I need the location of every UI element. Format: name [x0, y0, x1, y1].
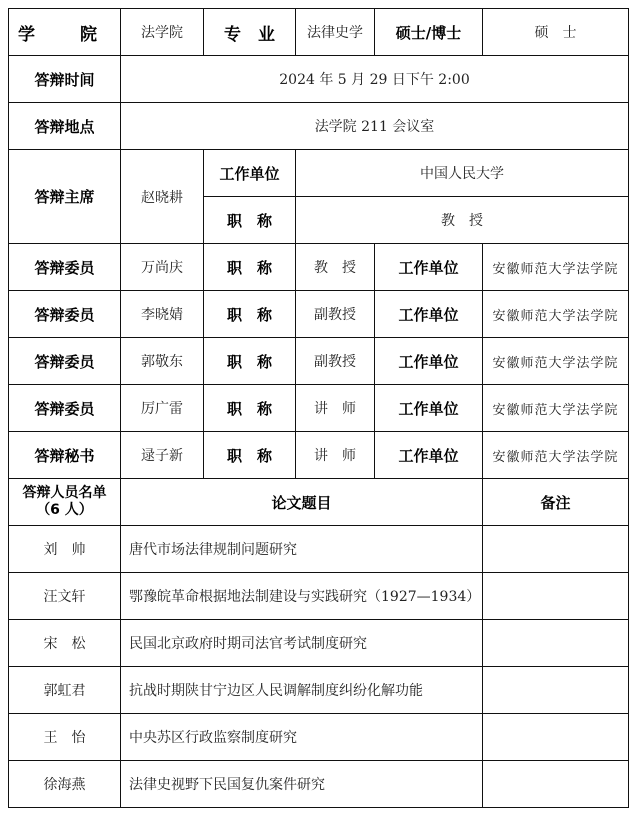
- chair-title-label: 职 称: [204, 197, 296, 244]
- student-row: [9, 526, 629, 573]
- chair-label: 答辩主席: [9, 150, 121, 244]
- student-row: [9, 667, 629, 714]
- committee-name: 李晓婧: [121, 291, 204, 338]
- student-row: [9, 573, 629, 620]
- chair-unit-label: 工作单位: [204, 150, 296, 197]
- committee-title: 教 授: [296, 244, 375, 291]
- student-note: [483, 761, 629, 808]
- student-thesis: 鄂豫皖革命根据地法制建设与实践研究（1927—1934）: [121, 573, 483, 620]
- chair-row: [9, 150, 629, 197]
- defense-place-row: [9, 103, 629, 150]
- chair-title-value: 教 授: [296, 197, 629, 244]
- student-name: 徐海燕: [9, 761, 121, 808]
- thesis-header: 论文题目: [121, 479, 483, 526]
- student-thesis: 抗战时期陕甘宁边区人民调解制度纠纷化解功能: [121, 667, 483, 714]
- names-header-label: 答辩人员名单: [22, 485, 107, 501]
- defense-place-label: 答辩地点: [9, 103, 121, 150]
- student-row: [9, 761, 629, 808]
- student-note: [483, 526, 629, 573]
- committee-title-label: 职 称: [204, 432, 296, 479]
- committee-title-label: 职 称: [204, 291, 296, 338]
- student-row: [9, 714, 629, 761]
- college-value: 法学院: [121, 9, 204, 56]
- committee-unit: 安徽师范大学法学院: [483, 385, 629, 432]
- committee-title: 副教授: [296, 291, 375, 338]
- committee-title: 讲 师: [296, 385, 375, 432]
- note-header: 备注: [483, 479, 629, 526]
- student-name: 郭虹君: [9, 667, 121, 714]
- defense-time-label: 答辩时间: [9, 56, 121, 103]
- header-row: [9, 9, 629, 56]
- student-thesis: 中央苏区行政监察制度研究: [121, 714, 483, 761]
- committee-unit-label: 工作单位: [375, 432, 483, 479]
- defense-time-value: 2024 年 5 月 29 日下午 2:00: [121, 56, 629, 103]
- committee-unit-label: 工作单位: [375, 244, 483, 291]
- chair-name: 赵晓耕: [121, 150, 204, 244]
- names-header: [9, 479, 121, 526]
- committee-role: 答辩委员: [9, 244, 121, 291]
- student-name: 汪文轩: [9, 573, 121, 620]
- committee-title: 副教授: [296, 338, 375, 385]
- committee-row: [9, 338, 629, 385]
- committee-title-label: 职 称: [204, 244, 296, 291]
- committee-unit-label: 工作单位: [375, 338, 483, 385]
- committee-unit: 安徽师范大学法学院: [483, 244, 629, 291]
- committee-role: 答辩委员: [9, 385, 121, 432]
- committee-role: 答辩委员: [9, 338, 121, 385]
- student-note: [483, 714, 629, 761]
- committee-unit-label: 工作单位: [375, 291, 483, 338]
- student-thesis: 法律史视野下民国复仇案件研究: [121, 761, 483, 808]
- committee-role: 答辩委员: [9, 291, 121, 338]
- committee-row: [9, 291, 629, 338]
- defense-place-value: 法学院 211 会议室: [121, 103, 629, 150]
- student-note: [483, 667, 629, 714]
- committee-title: 讲 师: [296, 432, 375, 479]
- chair-unit-value: 中国人民大学: [296, 150, 629, 197]
- committee-row: [9, 244, 629, 291]
- degree-label: 硕士/博士: [375, 9, 483, 56]
- secretary-row: [9, 432, 629, 479]
- committee-name: 逯子新: [121, 432, 204, 479]
- names-header-count: （6 人）: [36, 502, 93, 518]
- student-name: 刘 帅: [9, 526, 121, 573]
- committee-title-label: 职 称: [204, 385, 296, 432]
- committee-name: 厉广雷: [121, 385, 204, 432]
- committee-unit: 安徽师范大学法学院: [483, 291, 629, 338]
- defense-time-row: [9, 56, 629, 103]
- student-thesis: 民国北京政府时期司法官考试制度研究: [121, 620, 483, 667]
- committee-name: 郭敬东: [121, 338, 204, 385]
- committee-unit: 安徽师范大学法学院: [483, 432, 629, 479]
- major-value: 法律史学: [296, 9, 375, 56]
- college-label: 学 院: [9, 9, 121, 56]
- committee-unit: 安徽师范大学法学院: [483, 338, 629, 385]
- committee-unit-label: 工作单位: [375, 385, 483, 432]
- committee-row: [9, 385, 629, 432]
- student-row: [9, 620, 629, 667]
- student-thesis: 唐代市场法律规制问题研究: [121, 526, 483, 573]
- student-name: 王 怡: [9, 714, 121, 761]
- committee-name: 万尚庆: [121, 244, 204, 291]
- committee-title-label: 职 称: [204, 338, 296, 385]
- student-note: [483, 620, 629, 667]
- student-name: 宋 松: [9, 620, 121, 667]
- major-label: 专 业: [204, 9, 296, 56]
- student-list-header-row: [9, 479, 629, 526]
- defense-schedule-table: [8, 8, 629, 808]
- student-note: [483, 573, 629, 620]
- committee-role: 答辩秘书: [9, 432, 121, 479]
- degree-value: 硕 士: [483, 9, 629, 56]
